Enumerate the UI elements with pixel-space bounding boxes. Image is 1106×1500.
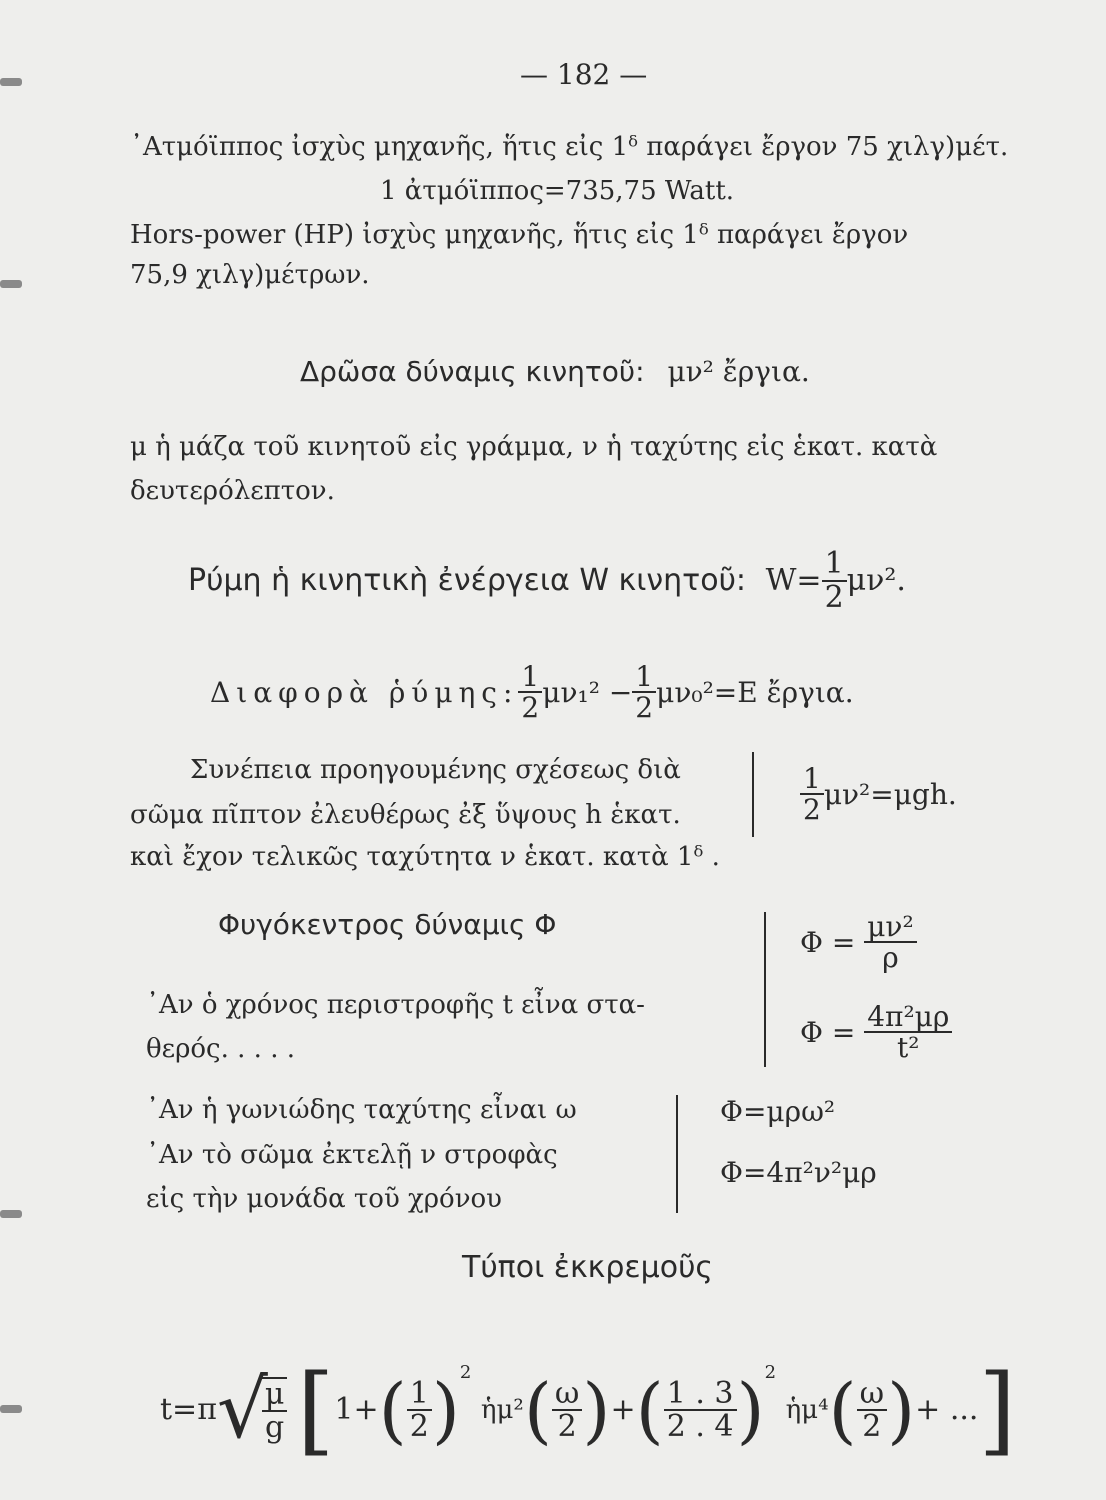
fraction-denominator: 2 xyxy=(803,793,821,827)
kinetic-energy-rhs: μν². xyxy=(846,563,906,598)
bracket-line xyxy=(676,1095,678,1213)
sqrt-fraction xyxy=(262,1377,288,1444)
kinetic-energy-heading: Ρύμη ἡ κινητικὴ ἐνέργεια W κινητοῦ: xyxy=(188,563,747,598)
kinetic-force-description: μ ἡ μάζα τοῦ κινητοῦ εἰς γράμμα, ν ἡ ταχύτης εἰς ἑκατ. κατὰ xyxy=(130,432,938,462)
constant-period-condition: ᾿Αν ὁ χρόνος περιστροφῆς t εἶνα στα- xyxy=(146,990,645,1020)
fraction-numerator: μν² xyxy=(864,912,916,943)
fraction-denominator: t² xyxy=(897,1031,920,1065)
difference-minus: − xyxy=(608,675,633,709)
fraction-denominator: 2 xyxy=(824,579,844,615)
kinetic-energy-fraction xyxy=(822,548,847,613)
binder-mark xyxy=(0,1210,22,1218)
right-paren: ) xyxy=(736,1368,765,1452)
kinetic-force-description-cont: δευτερόλεπτον. xyxy=(130,476,335,506)
page-number: — 182 — xyxy=(520,58,648,91)
kinetic-force-heading: Δρῶσα δύναμις κινητοῦ: xyxy=(300,355,645,388)
sine-squared: ἡμ² xyxy=(480,1395,524,1425)
binder-mark xyxy=(0,1405,22,1413)
centrifugal-formula-4: Φ=4π²ν²μρ xyxy=(720,1156,877,1189)
half-fraction xyxy=(407,1375,432,1444)
left-paren: ( xyxy=(828,1368,857,1452)
fraction-denominator: 2 xyxy=(521,691,540,725)
centrifugal-formula-1-fraction xyxy=(864,912,916,973)
sqrt-sign: √ xyxy=(216,1363,268,1456)
difference-fraction-1 xyxy=(518,662,542,723)
hp-definition-line: ᾿Ατμόϊππος ἰσχὺς μηχανῆς, ἥτις εἰς 1ᵟ παράγει ἔργον 75 χιλγ)μέτ. xyxy=(130,132,1009,162)
horsepower-definition-line: Hors-power (HP) ἰσχὺς μηχανῆς, ἥτις εἰς 1ᵟ παράγει ἔργον xyxy=(130,220,909,250)
right-paren: ) xyxy=(887,1368,916,1452)
kinetic-energy-lhs: W= xyxy=(765,563,822,598)
falling-body-text: Συνέπεια προηγουμένης σχέσεως διὰ xyxy=(190,755,681,785)
right-paren: ) xyxy=(582,1368,611,1452)
left-paren: ( xyxy=(523,1368,552,1452)
omega-half-fraction xyxy=(552,1375,582,1444)
fraction-numerator: 1 xyxy=(407,1378,432,1412)
centrifugal-formula-2-fraction xyxy=(864,1002,952,1063)
fraction-numerator: 1 xyxy=(800,764,824,795)
fraction-numerator: ω xyxy=(857,1378,887,1412)
fraction-numerator: 4π²μρ xyxy=(864,1002,952,1033)
pendulum-lhs: t=π xyxy=(160,1392,217,1427)
binder-mark xyxy=(0,280,22,288)
fraction-denominator: 2 xyxy=(409,1409,429,1444)
pendulum-formula xyxy=(160,1318,1016,1466)
hp-conversion-line: 1 ἀτμόϊππος=735,75 Watt. xyxy=(380,176,735,206)
falling-body-formula: μν²=μgh. xyxy=(823,777,957,811)
fraction-numerator: μ xyxy=(262,1379,288,1413)
centrifugal-heading: Φυγόκεντρος δύναμις Φ xyxy=(218,908,557,941)
fraction-numerator: 1 xyxy=(822,548,847,582)
fraction-denominator: 2 xyxy=(635,691,654,725)
exponent: 2 xyxy=(459,1362,472,1383)
falling-body-fraction xyxy=(800,764,824,825)
pendulum-heading: Τύποι ἐκκρεμοῦς xyxy=(462,1250,714,1285)
difference-fraction-2 xyxy=(632,662,656,723)
falling-body-text-cont: σῶμα πῖπτον ἐλευθέρως ἐξ ὕψους h ἑκατ. xyxy=(130,800,681,830)
kinetic-force-formula: μν² ἔργια. xyxy=(667,355,810,388)
fraction-denominator: 2 . 4 xyxy=(666,1409,734,1444)
bracket-line xyxy=(752,752,754,837)
difference-term-1: μν₁² xyxy=(542,675,600,709)
plus-sign: + xyxy=(610,1392,636,1427)
fraction-numerator: 1 xyxy=(632,662,656,693)
difference-label: Διαφορὰ ῥύμης: xyxy=(210,675,519,709)
bracket-line xyxy=(764,912,766,1067)
revolutions-condition: ᾿Αν τὸ σῶμα ἐκτελῇ ν στροφὰς xyxy=(146,1140,558,1170)
fraction-numerator: 1 xyxy=(518,662,542,693)
sine-fourth: ἡμ⁴ xyxy=(785,1395,829,1425)
exponent: 2 xyxy=(764,1362,777,1383)
centrifugal-formula-2-lhs: Φ = xyxy=(800,1015,856,1049)
revolutions-condition-cont: εἰς τὴν μονάδα τοῦ χρόνου xyxy=(146,1184,502,1214)
horsepower-value-line: 75,9 χιλγ)μέτρων. xyxy=(130,260,370,290)
omega-half-fraction xyxy=(857,1375,887,1444)
left-paren: ( xyxy=(378,1368,407,1452)
fraction-numerator: 1 . 3 xyxy=(664,1378,737,1412)
binder-mark xyxy=(0,78,22,86)
fraction-denominator: 2 xyxy=(557,1409,577,1444)
centrifugal-formula-3: Φ=μρω² xyxy=(720,1095,836,1128)
one-plus: 1+ xyxy=(334,1392,379,1427)
left-bracket: [ xyxy=(296,1354,335,1466)
fraction-denominator: 2 xyxy=(862,1409,882,1444)
constant-period-condition-cont: θερός. . . . . xyxy=(146,1034,296,1064)
fraction-denominator: g xyxy=(265,1410,285,1445)
fraction-numerator: ω xyxy=(552,1378,582,1412)
difference-term-2: μν₀²=Ε ἔργια. xyxy=(656,675,854,709)
left-paren: ( xyxy=(635,1368,664,1452)
falling-body-text-end: καὶ ἔχον τελικῶς ταχύτητα ν ἑκατ. κατὰ 1ᵟ . xyxy=(130,842,720,872)
angular-velocity-condition: ᾿Αν ἡ γωνιώδης ταχύτης εἶναι ω xyxy=(146,1095,577,1125)
fraction-denominator: ρ xyxy=(882,941,899,975)
centrifugal-formula-1-lhs: Φ = xyxy=(800,925,856,959)
three-eighths-fraction xyxy=(664,1375,737,1444)
right-paren: ) xyxy=(431,1368,460,1452)
right-bracket: ] xyxy=(978,1354,1016,1466)
series-tail: + ... xyxy=(915,1392,979,1427)
